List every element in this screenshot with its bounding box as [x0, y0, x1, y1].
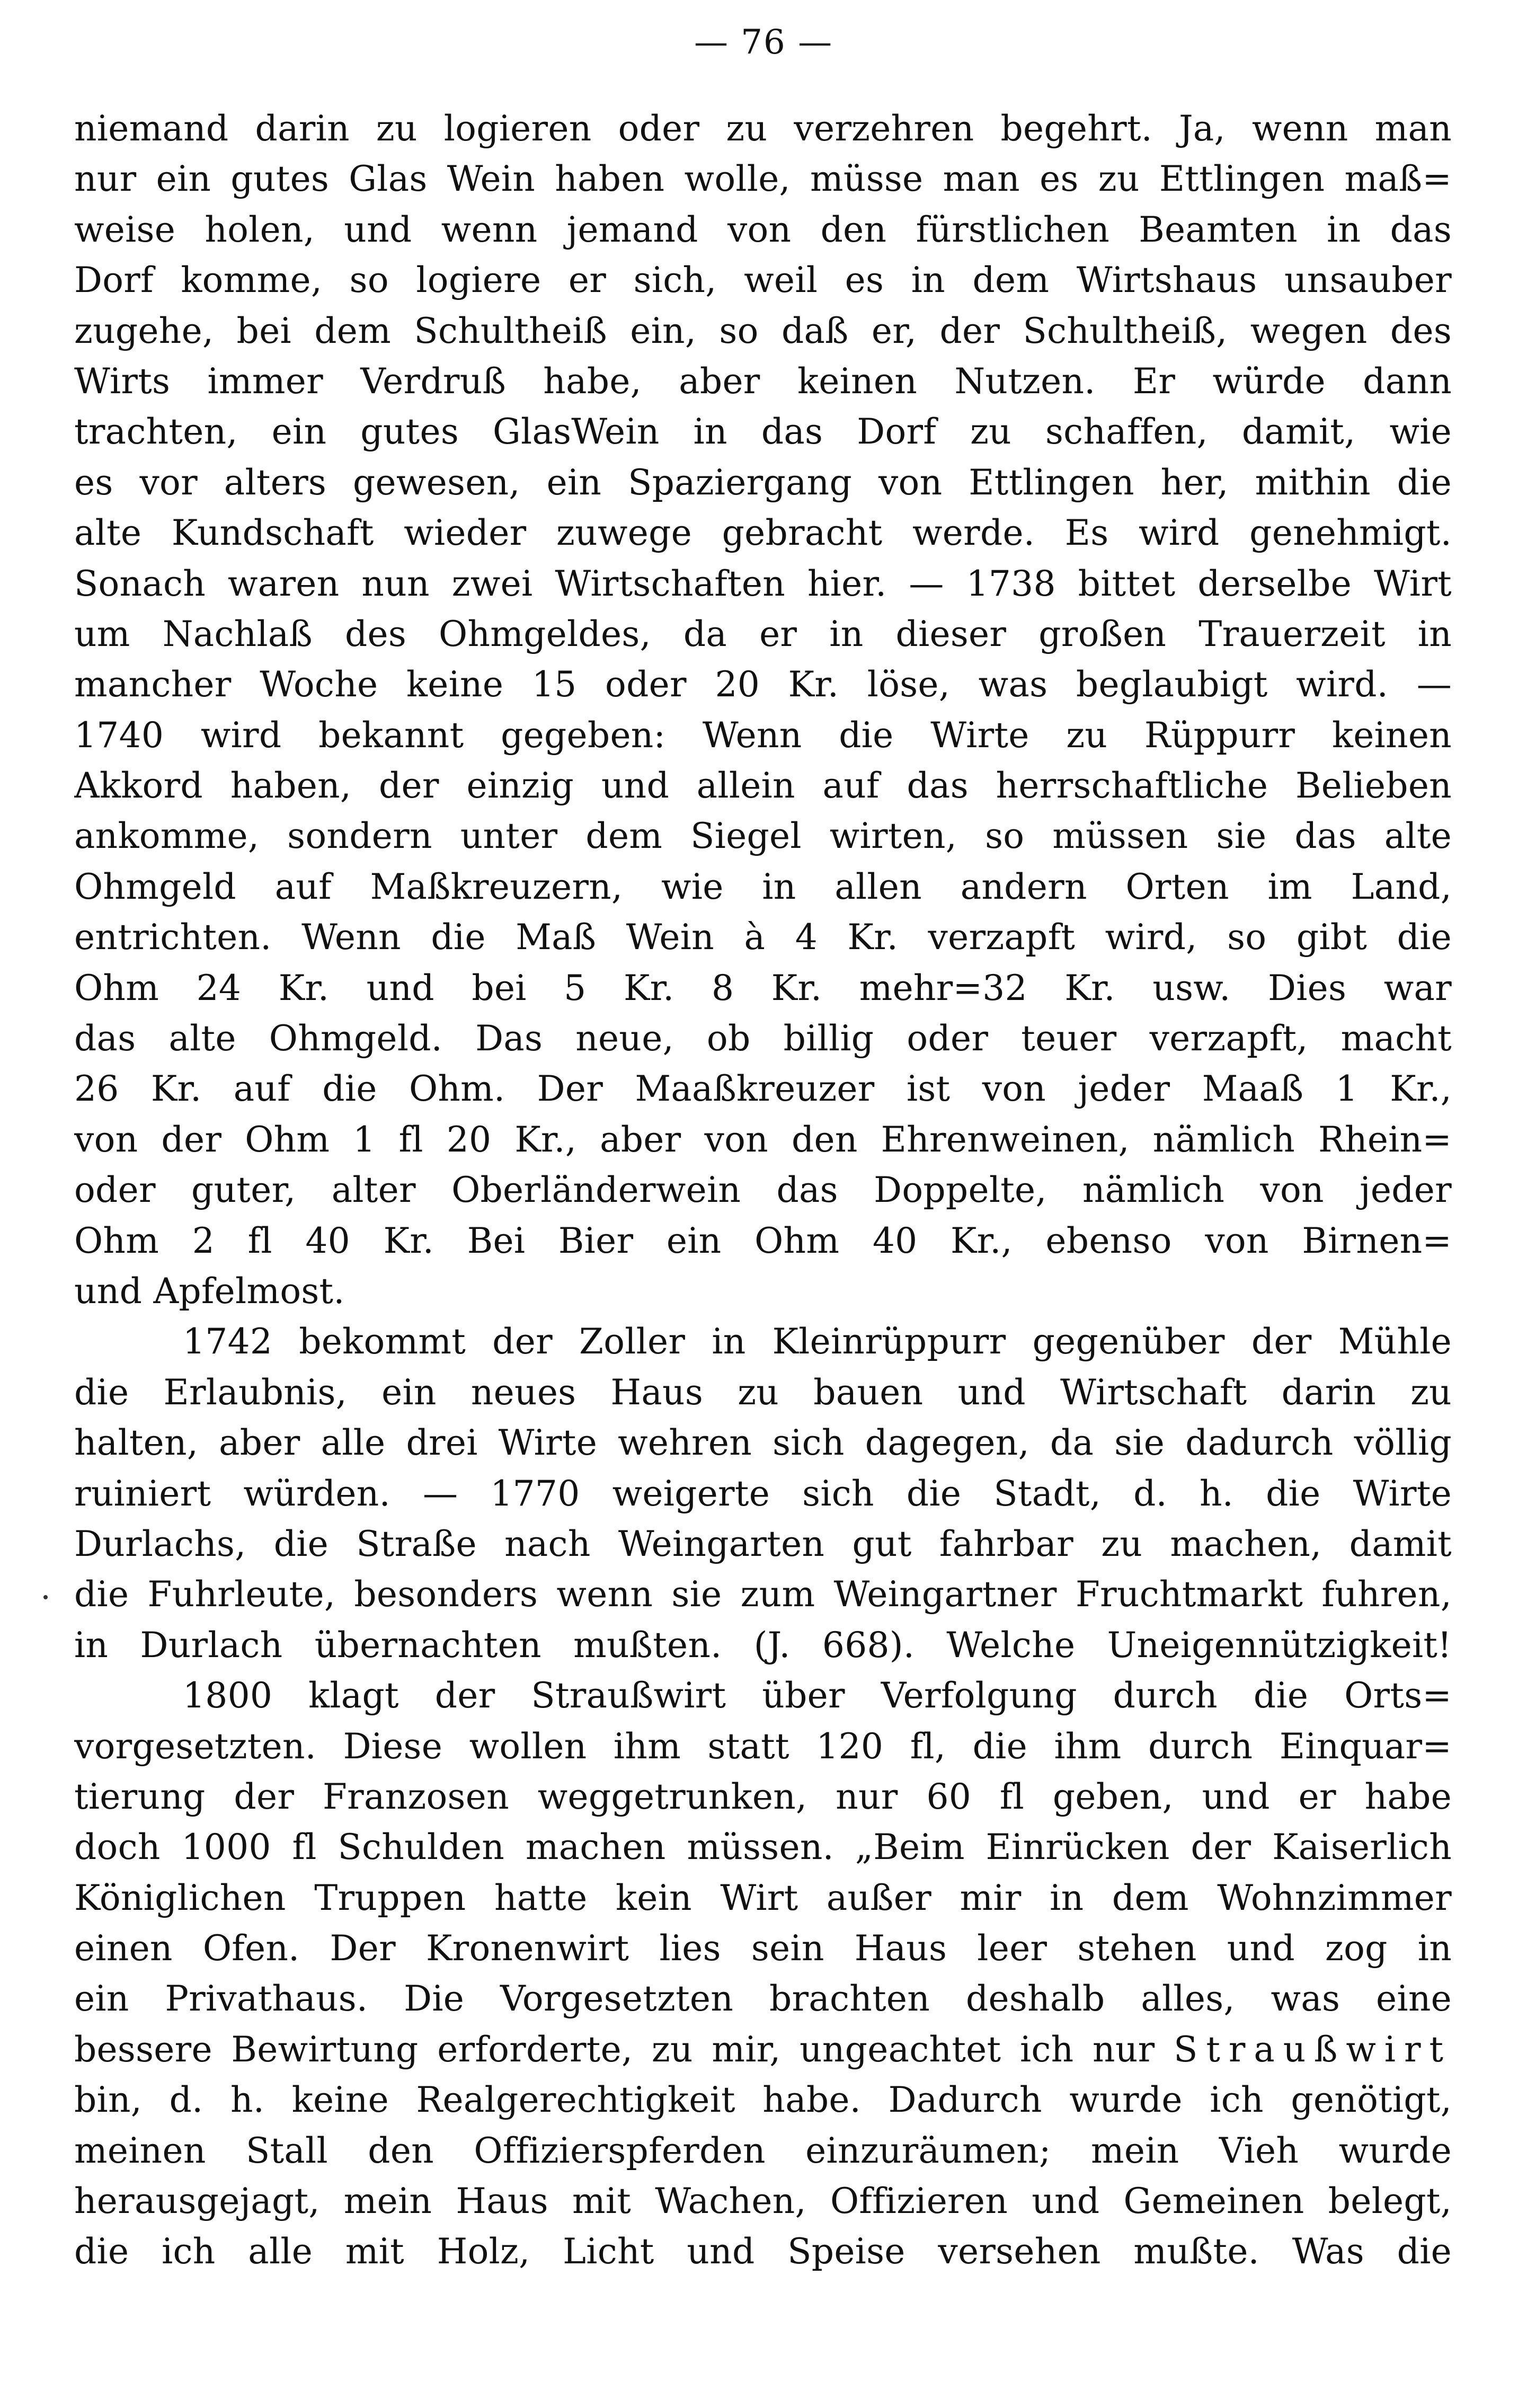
text-line: Ohm 24 Kr. und bei 5 Kr. 8 Kr. mehr=32 Kr. usw. Dies war [74, 967, 1452, 1008]
text-line-with-spaced-word [74, 2024, 1452, 2075]
text-line: tierung der Franzosen weggetrunken, nur 60 fl geben, und er habe [74, 1776, 1452, 1817]
text-line: alte Kundschaft wieder zuwege gebracht werde. Es wird genehmigt. [74, 512, 1452, 554]
text-line: ein Privathaus. Die Vorgesetzten brachten deshalb alles, was eine [74, 1978, 1452, 2020]
text-line: mancher Woche keine 15 oder 20 Kr. löse, was beglaubigt wird. — [74, 664, 1452, 705]
text-line: niemand darin zu logieren oder zu verzehren begehrt. Ja, wenn man [74, 108, 1452, 149]
text-line: entrichten. Wenn die Maß Wein à 4 Kr. verzapft wird, so gibt die [74, 917, 1452, 958]
text-line: die ich alle mit Holz, Licht und Speise versehen mußte. Was die [74, 2231, 1452, 2272]
text-line: Durlachs, die Straße nach Weingarten gut fahrbar zu machen, damit [74, 1523, 1452, 1564]
text-line: weise holen, und wenn jemand von den fürstlichen Beamten in das [74, 209, 1452, 250]
body-text [74, 103, 1452, 2277]
text-line: vorgesetzten. Diese wollen ihm statt 120 fl, die ihm durch Einquar= [74, 1725, 1452, 1767]
page-number: — 76 — [694, 23, 833, 62]
text-line: herausgejagt, mein Haus mit Wachen, Offizieren und Gemeinen belegt, [74, 2181, 1452, 2222]
text-line: 1740 wird bekannt gegeben: Wenn die Wirte zu Rüppurr keinen [74, 714, 1452, 756]
margin-mark [43, 1595, 48, 1599]
text-line: und Apfelmost. [74, 1270, 345, 1312]
text-line-segment: bessere Bewirtung erforderte, zu mir, ungeachtet ich nur [74, 2029, 1155, 2070]
text-line: Wirts immer Verdruß habe, aber keinen Nutzen. Er würde dann [74, 360, 1452, 402]
text-line: einen Ofen. Der Kronenwirt lies sein Haus leer stehen und zog in [74, 1928, 1452, 1969]
spaced-emphasis-word: Straußwirt [1174, 2029, 1452, 2070]
text-line: ankomme, sondern unter dem Siegel wirten, so müssen sie das alte [74, 816, 1452, 857]
text-line: Sonach waren nun zwei Wirtschaften hier. — 1738 bittet derselbe Wirt [74, 563, 1452, 604]
text-line: Ohmgeld auf Maßkreuzern, wie in allen andern Orten im Land, [74, 866, 1452, 907]
text-line: in Durlach übernachten mußten. (J. 668). Welche Uneigennützigkeit! [74, 1624, 1452, 1666]
text-line: bin, d. h. keine Realgerechtigkeit habe. Dadurch wurde ich genötigt, [74, 2079, 1452, 2121]
text-line: meinen Stall den Offizierspferden einzuräumen; mein Vieh wurde [74, 2130, 1452, 2171]
text-line: um Nachlaß des Ohmgeldes, da er in dieser großen Trauerzeit in [74, 613, 1452, 654]
text-line: Akkord haben, der einzig und allein auf das herrschaftliche Belieben [74, 765, 1452, 807]
text-line: oder guter, alter Oberländerwein das Doppelte, nämlich von jeder [74, 1170, 1452, 1211]
text-line: ruiniert würden. — 1770 weigerte sich die Stadt, d. h. die Wirte [74, 1473, 1452, 1514]
text-line: Königlichen Truppen hatte kein Wirt außer mir in dem Wohnzimmer [74, 1877, 1452, 1918]
text-line: Dorf komme, so logiere er sich, weil es in dem Wirtshaus unsauber [74, 260, 1452, 301]
paragraph-first-line: 1742 bekommt der Zoller in Kleinrüppurr gegenüber der Mühle [183, 1321, 1452, 1362]
text-line: nur ein gutes Glas Wein haben wolle, müsse man es zu Ettlingen maß= [74, 158, 1452, 200]
text-line: das alte Ohmgeld. Das neue, ob billig oder teuer verzapft, macht [74, 1018, 1452, 1059]
text-line: zugehe, bei dem Schultheiß ein, so daß er, der Schultheiß, wegen des [74, 310, 1452, 351]
text-line: von der Ohm 1 fl 20 Kr., aber von den Ehrenweinen, nämlich Rhein= [74, 1119, 1452, 1160]
text-line: die Fuhrleute, besonders wenn sie zum Weingartner Fruchtmarkt fuhren, [74, 1574, 1452, 1615]
paragraph-first-line: 1800 klagt der Straußwirt über Verfolgung durch die Orts= [183, 1675, 1452, 1716]
text-line: Ohm 2 fl 40 Kr. Bei Bier ein Ohm 40 Kr., ebenso von Birnen= [74, 1220, 1452, 1261]
text-line: die Erlaubnis, ein neues Haus zu bauen und Wirtschaft darin zu [74, 1371, 1452, 1413]
text-line: 26 Kr. auf die Ohm. Der Maaßkreuzer ist von jeder Maaß 1 Kr., [74, 1068, 1452, 1110]
text-line: doch 1000 fl Schulden machen müssen. „Beim Einrücken der Kaiserlich [74, 1827, 1452, 1868]
text-line: es vor alters gewesen, ein Spaziergang von Ettlingen her, mithin die [74, 462, 1452, 503]
text-line: halten, aber alle drei Wirte wehren sich dagegen, da sie dadurch völlig [74, 1422, 1452, 1464]
text-line: trachten, ein gutes GlasWein in das Dorf zu schaffen, damit, wie [74, 411, 1452, 453]
